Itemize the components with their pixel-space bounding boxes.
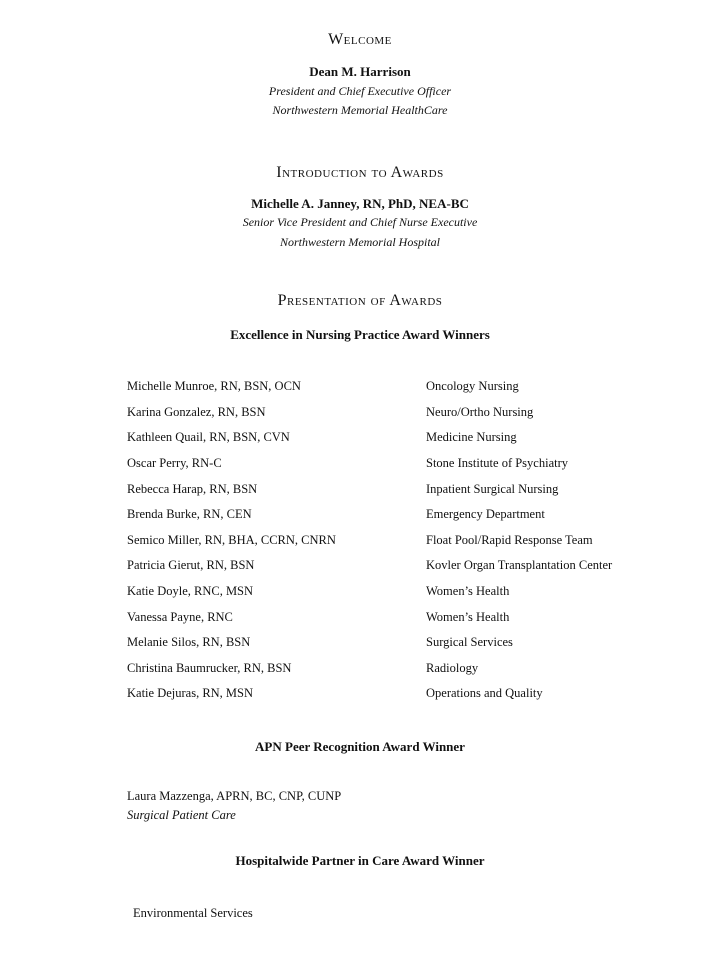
partner-award-title: Hospitalwide Partner in Care Award Winner [235, 853, 485, 868]
excellence-award-title: Excellence in Nursing Practice Award Winners [230, 327, 490, 342]
welcome-speaker-title: President and Chief Executive Officer [268, 84, 452, 98]
winner-name: Kathleen Quail, RN, BSN, CVN [127, 430, 290, 444]
winner-unit: Stone Institute of Psychiatry [426, 456, 568, 470]
apn-winner-name: Laura Mazzenga, APRN, BC, CNP, CUNP [127, 789, 342, 803]
welcome-heading: Welcome [328, 31, 392, 48]
winner-unit: Inpatient Surgical Nursing [426, 482, 559, 496]
winner-unit: Oncology Nursing [426, 379, 519, 393]
winner-unit: Women’s Health [426, 610, 510, 624]
introduction-speaker-title: Senior Vice President and Chief Nurse Executive [242, 215, 478, 229]
welcome-speaker-name: Dean M. Harrison [309, 64, 411, 79]
winner-unit: Operations and Quality [426, 686, 543, 700]
winner-name: Patricia Gierut, RN, BSN [127, 558, 255, 572]
winner-unit: Radiology [426, 661, 479, 675]
winner-unit: Kovler Organ Transplantation Center [426, 558, 613, 572]
winner-unit: Medicine Nursing [426, 430, 517, 444]
introduction-heading: Introduction to Awards [276, 164, 444, 181]
introduction-speaker-org: Northwestern Memorial Hospital [279, 235, 440, 249]
apn-award-title: APN Peer Recognition Award Winner [255, 739, 465, 754]
introduction-speaker-name: Michelle A. Janney, RN, PhD, NEA-BC [251, 196, 469, 211]
winner-name: Christina Baumrucker, RN, BSN [127, 661, 292, 675]
winner-name: Vanessa Payne, RNC [127, 610, 233, 624]
winner-name: Semico Miller, RN, BHA, CCRN, CNRN [127, 533, 336, 547]
winner-unit: Neuro/Ortho Nursing [426, 405, 534, 419]
winner-unit: Surgical Services [426, 635, 513, 649]
winner-name: Melanie Silos, RN, BSN [127, 635, 251, 649]
winner-name: Michelle Munroe, RN, BSN, OCN [127, 379, 301, 393]
winner-name: Brenda Burke, RN, CEN [127, 507, 252, 521]
winner-name: Oscar Perry, RN-C [127, 456, 222, 470]
winner-unit: Women’s Health [426, 584, 510, 598]
winner-name: Katie Doyle, RNC, MSN [127, 584, 254, 598]
winner-name: Katie Dejuras, RN, MSN [127, 686, 254, 700]
winner-unit: Emergency Department [426, 507, 545, 521]
winner-name: Karina Gonzalez, RN, BSN [127, 405, 266, 419]
welcome-speaker-org: Northwestern Memorial HealthCare [272, 103, 448, 117]
presentation-heading: Presentation of Awards [277, 292, 443, 309]
winner-name: Rebecca Harap, RN, BSN [127, 482, 258, 496]
apn-winner-unit: Surgical Patient Care [127, 808, 236, 822]
partner-winner: Environmental Services [133, 906, 253, 920]
winner-unit: Float Pool/Rapid Response Team [426, 533, 593, 547]
